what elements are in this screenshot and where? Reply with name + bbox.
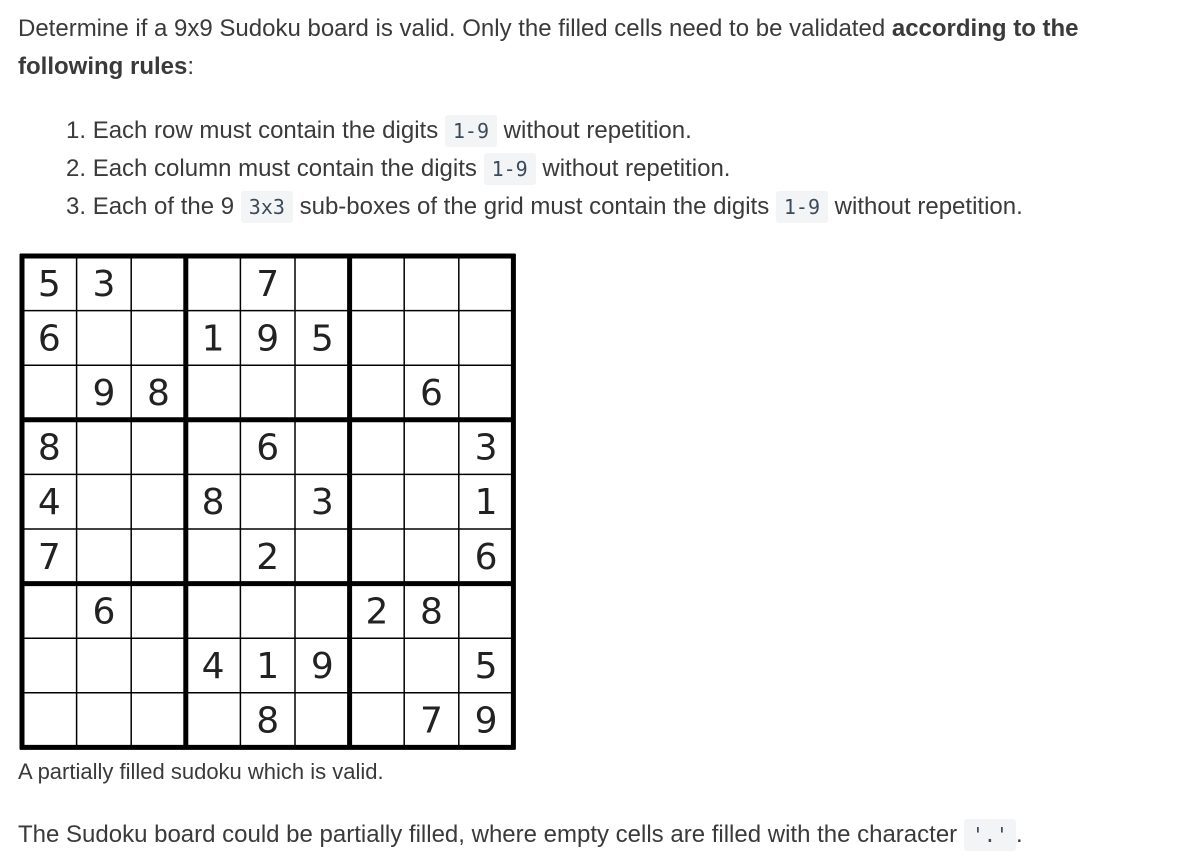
cell-digit: 2	[365, 591, 389, 633]
cell-digit: 1	[201, 318, 225, 360]
cell-digit: 6	[420, 373, 443, 414]
cell-digit: 7	[256, 263, 280, 305]
rule-text: Each column must contain the digits	[92, 155, 477, 182]
cell-digit: 1	[474, 482, 498, 524]
sudoku-grid	[18, 252, 518, 752]
problem-intro	[18, 10, 1184, 86]
rule-item	[66, 188, 1023, 226]
intro-suffix: :	[187, 53, 195, 80]
rule-text: without repetition.	[834, 193, 1023, 220]
cell-digit: 8	[256, 700, 280, 742]
cell-digit: 5	[474, 646, 498, 687]
cell-digit: 8	[420, 591, 443, 633]
sudoku-board	[18, 252, 518, 752]
cell-digit: 3	[474, 427, 498, 469]
cell-digit: 8	[201, 482, 225, 524]
cell-digit: 7	[420, 700, 443, 742]
cell-digit: 1	[256, 646, 280, 687]
rule-text: sub-boxes of the grid must contain the digits	[299, 193, 770, 220]
cell-digit: 6	[474, 536, 498, 578]
cell-digit: 9	[310, 646, 334, 687]
rule-item	[66, 112, 1023, 150]
rule-number: 3.	[66, 193, 87, 220]
rule-text: without repetition.	[542, 155, 731, 182]
note-text: The Sudoku board could be partially filled, where empty cells are filled with the character	[18, 821, 958, 848]
rule-text: Each row must contain the digits	[92, 117, 439, 144]
cell-digit: 9	[92, 373, 116, 414]
rule-item	[66, 150, 1023, 188]
cell-digit: 3	[310, 482, 334, 524]
rule-code: 1-9	[776, 191, 828, 223]
cell-digit: 9	[256, 318, 280, 360]
rule-number: 2.	[66, 155, 87, 182]
cell-digit: 6	[37, 318, 61, 360]
cell-digit: 3	[92, 263, 116, 305]
intro-text: Determine if a 9x9 Sudoku board is valid. Only the filled cells need to be validated	[18, 15, 892, 42]
note	[18, 816, 1023, 854]
cell-digit: 5	[37, 263, 61, 305]
note-code: '.'	[964, 819, 1016, 851]
rule-text: without repetition.	[503, 117, 692, 144]
board-caption: A partially filled sudoku which is valid.	[18, 759, 384, 784]
rule-code: 1-9	[445, 115, 497, 147]
cell-digit: 5	[310, 318, 334, 360]
cell-digit: 6	[256, 427, 280, 469]
cell-digit: 8	[37, 427, 61, 469]
cell-digit: 9	[474, 700, 498, 742]
cell-digit: 8	[147, 373, 170, 414]
rule-text: Each of the 9	[92, 193, 235, 220]
cell-digit: 6	[92, 591, 116, 633]
cell-digit: 4	[201, 646, 225, 687]
cell-digit: 2	[256, 536, 280, 578]
cell-digit: 4	[37, 482, 61, 524]
cell-digit: 7	[37, 536, 61, 578]
rules-list	[66, 112, 1023, 226]
rule-number: 1.	[66, 117, 87, 144]
rule-code: 3x3	[241, 191, 293, 223]
note-suffix: .	[1015, 821, 1023, 848]
rule-code: 1-9	[484, 153, 536, 185]
intro-bold: according to the following rules	[18, 15, 1079, 80]
